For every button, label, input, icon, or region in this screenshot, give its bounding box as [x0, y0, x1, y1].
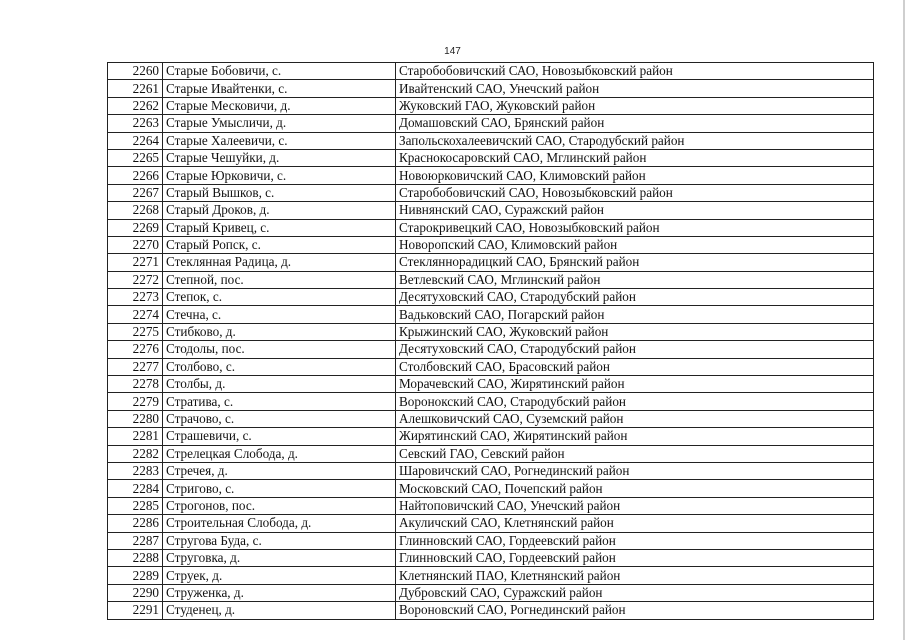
administration-cell: Вадьковский САО, Погарский район	[396, 306, 874, 323]
administration-cell: Новоюрковичский САО, Климовский район	[396, 167, 874, 184]
settlement-name-cell: Страшевичи, с.	[163, 428, 396, 445]
table-row	[108, 271, 874, 288]
table-row	[108, 63, 874, 80]
table-row	[108, 202, 874, 219]
administration-cell: Жирятинский САО, Жирятинский район	[396, 428, 874, 445]
table-row	[108, 323, 874, 340]
table-row	[108, 462, 874, 479]
row-number-cell: 2271	[108, 254, 163, 271]
table-row	[108, 149, 874, 166]
row-number-cell: 2280	[108, 410, 163, 427]
table-row	[108, 480, 874, 497]
table-row	[108, 167, 874, 184]
settlement-name-cell: Старый Кривец, с.	[163, 219, 396, 236]
settlement-name-cell: Стодолы, пос.	[163, 341, 396, 358]
row-number-cell: 2269	[108, 219, 163, 236]
settlement-name-cell: Старые Чешуйки, д.	[163, 149, 396, 166]
settlement-name-cell: Стибково, д.	[163, 323, 396, 340]
administration-cell: Севский ГАО, Севский район	[396, 445, 874, 462]
settlement-name-cell: Старые Халеевичи, с.	[163, 132, 396, 149]
table-row	[108, 306, 874, 323]
row-number-cell: 2273	[108, 289, 163, 306]
row-number-cell: 2278	[108, 376, 163, 393]
settlement-name-cell: Стригово, с.	[163, 480, 396, 497]
row-number-cell: 2262	[108, 97, 163, 114]
table-row	[108, 584, 874, 601]
administration-cell: Акуличский САО, Клетнянский район	[396, 515, 874, 532]
row-number-cell: 2285	[108, 497, 163, 514]
administration-cell: Морачевский САО, Жирятинский район	[396, 376, 874, 393]
administration-cell: Запольскохалеевичский САО, Стародубский район	[396, 132, 874, 149]
table-row	[108, 358, 874, 375]
administration-cell: Алешковичский САО, Суземский район	[396, 410, 874, 427]
administration-cell: Крыжинский САО, Жуковский район	[396, 323, 874, 340]
administration-cell: Краснокосаровский САО, Мглинский район	[396, 149, 874, 166]
settlement-name-cell: Старые Ивайтенки, с.	[163, 80, 396, 97]
row-number-cell: 2282	[108, 445, 163, 462]
administration-cell: Глинновский САО, Гордеевский район	[396, 549, 874, 566]
row-number-cell: 2275	[108, 323, 163, 340]
settlement-name-cell: Стругова Буда, с.	[163, 532, 396, 549]
settlement-name-cell: Стречея, д.	[163, 462, 396, 479]
table-row	[108, 428, 874, 445]
table-row	[108, 254, 874, 271]
table-row	[108, 602, 874, 619]
administration-cell: Стекляннорадицкий САО, Брянский район	[396, 254, 874, 271]
row-number-cell: 2274	[108, 306, 163, 323]
row-number-cell: 2267	[108, 184, 163, 201]
table-row	[108, 115, 874, 132]
administration-cell: Вороновский САО, Рогнединский район	[396, 602, 874, 619]
settlement-name-cell: Столбы, д.	[163, 376, 396, 393]
table-row	[108, 289, 874, 306]
administration-cell: Старокривецкий САО, Новозыбковский район	[396, 219, 874, 236]
administration-cell: Десятуховский САО, Стародубский район	[396, 289, 874, 306]
row-number-cell: 2261	[108, 80, 163, 97]
table-row	[108, 549, 874, 566]
table-row	[108, 184, 874, 201]
administration-cell: Дубровский САО, Суражский район	[396, 584, 874, 601]
table-row	[108, 80, 874, 97]
settlement-name-cell: Старые Умысличи, д.	[163, 115, 396, 132]
row-number-cell: 2291	[108, 602, 163, 619]
settlement-name-cell: Старый Дроков, д.	[163, 202, 396, 219]
settlement-name-cell: Струговка, д.	[163, 549, 396, 566]
row-number-cell: 2263	[108, 115, 163, 132]
settlement-name-cell: Старые Месковичи, д.	[163, 97, 396, 114]
administration-cell: Ивайтенский САО, Унечский район	[396, 80, 874, 97]
settlement-table-body	[108, 63, 874, 620]
administration-cell: Глинновский САО, Гордеевский район	[396, 532, 874, 549]
row-number-cell: 2265	[108, 149, 163, 166]
table-row	[108, 515, 874, 532]
settlement-name-cell: Строительная Слобода, д.	[163, 515, 396, 532]
row-number-cell: 2264	[108, 132, 163, 149]
administration-cell: Воронокский САО, Стародубский район	[396, 393, 874, 410]
settlement-name-cell: Старый Вышков, с.	[163, 184, 396, 201]
settlement-name-cell: Стрелецкая Слобода, д.	[163, 445, 396, 462]
settlement-name-cell: Степной, пос.	[163, 271, 396, 288]
table-row	[108, 236, 874, 253]
settlement-name-cell: Старый Ропск, с.	[163, 236, 396, 253]
administration-cell: Нивнянский САО, Суражский район	[396, 202, 874, 219]
settlement-name-cell: Строгонов, пос.	[163, 497, 396, 514]
administration-cell: Ветлевский САО, Мглинский район	[396, 271, 874, 288]
table-row	[108, 219, 874, 236]
administration-cell: Жуковский ГАО, Жуковский район	[396, 97, 874, 114]
row-number-cell: 2288	[108, 549, 163, 566]
settlement-name-cell: Струек, д.	[163, 567, 396, 584]
settlement-name-cell: Страчово, с.	[163, 410, 396, 427]
table-row	[108, 341, 874, 358]
table-row	[108, 532, 874, 549]
row-number-cell: 2260	[108, 63, 163, 80]
administration-cell: Старобобовичский САО, Новозыбковский район	[396, 63, 874, 80]
settlement-table	[107, 62, 874, 620]
settlement-name-cell: Стратива, с.	[163, 393, 396, 410]
row-number-cell: 2270	[108, 236, 163, 253]
row-number-cell: 2277	[108, 358, 163, 375]
settlement-name-cell: Студенец, д.	[163, 602, 396, 619]
table-row	[108, 410, 874, 427]
row-number-cell: 2283	[108, 462, 163, 479]
row-number-cell: 2272	[108, 271, 163, 288]
row-number-cell: 2279	[108, 393, 163, 410]
page-number: 147	[444, 46, 461, 57]
administration-cell: Московский САО, Почепский район	[396, 480, 874, 497]
table-row	[108, 97, 874, 114]
row-number-cell: 2276	[108, 341, 163, 358]
row-number-cell: 2289	[108, 567, 163, 584]
administration-cell: Домашовский САО, Брянский район	[396, 115, 874, 132]
table-row	[108, 376, 874, 393]
settlement-name-cell: Стечна, с.	[163, 306, 396, 323]
table-row	[108, 132, 874, 149]
row-number-cell: 2266	[108, 167, 163, 184]
administration-cell: Клетнянский ПАО, Клетнянский район	[396, 567, 874, 584]
row-number-cell: 2286	[108, 515, 163, 532]
row-number-cell: 2287	[108, 532, 163, 549]
administration-cell: Старобобовичский САО, Новозыбковский район	[396, 184, 874, 201]
table-row	[108, 445, 874, 462]
settlement-name-cell: Старые Бобовичи, с.	[163, 63, 396, 80]
row-number-cell: 2290	[108, 584, 163, 601]
administration-cell: Столбовский САО, Брасовский район	[396, 358, 874, 375]
settlement-name-cell: Старые Юрковичи, с.	[163, 167, 396, 184]
table-row	[108, 393, 874, 410]
row-number-cell: 2281	[108, 428, 163, 445]
administration-cell: Новоропский САО, Климовский район	[396, 236, 874, 253]
administration-cell: Десятуховский САО, Стародубский район	[396, 341, 874, 358]
administration-cell: Найтоповичский САО, Унечский район	[396, 497, 874, 514]
settlement-name-cell: Струженка, д.	[163, 584, 396, 601]
settlement-name-cell: Стеклянная Радица, д.	[163, 254, 396, 271]
table-row	[108, 497, 874, 514]
settlement-name-cell: Степок, с.	[163, 289, 396, 306]
row-number-cell: 2284	[108, 480, 163, 497]
settlement-name-cell: Столбово, с.	[163, 358, 396, 375]
administration-cell: Шаровичский САО, Рогнединский район	[396, 462, 874, 479]
table-row	[108, 567, 874, 584]
row-number-cell: 2268	[108, 202, 163, 219]
